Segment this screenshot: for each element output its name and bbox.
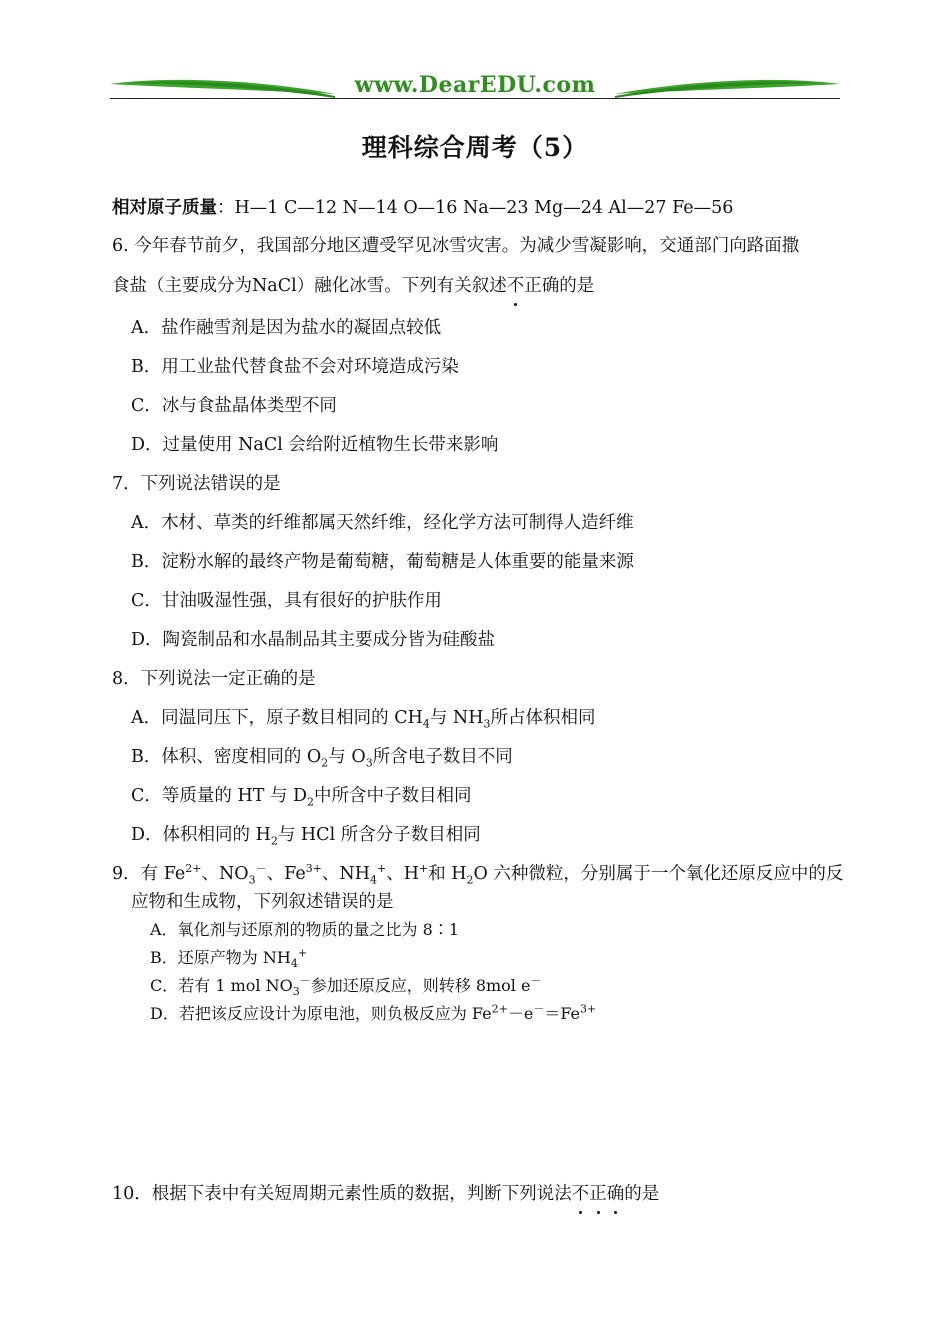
q10-stem: 10．根据下表中有关短周期元素性质的数据，判断下列说法不 正 确 的是 — [112, 1180, 659, 1205]
q6-option-a: A．盐作融雪剂是因为盐水的凝固点较低 — [131, 318, 442, 338]
q6-stem-line2 — [112, 272, 594, 297]
q8-option-d: D．体积相同的 $H_2$与 HCl 所含分子数目相同 — [131, 825, 481, 848]
q6-stem-text: 食盐（主要成分为NaCl）融化冰雪。下列有关叙述 — [112, 276, 507, 296]
q9-option-a: A．氧化剂与还原剂的物质的量之比为 8∶1 — [150, 920, 460, 939]
q6-option-d: D．过量使用 NaCl 会给附近植物生长带来影响 — [131, 435, 499, 455]
q9-stem-line2: 应物和生成物，下列叙述错误的是 — [131, 892, 394, 912]
q8-option-b: B．体积、密度相同的 $O_2$与 $O_3$所含电子数目不同 — [131, 747, 513, 770]
header-rule — [110, 98, 840, 99]
q6-option-c: C．冰与食盐晶体类型不同 — [131, 396, 337, 416]
emphasis-dot-char: 不 — [572, 1180, 590, 1205]
q7-option-d: D．陶瓷制品和水晶制品其主要成分皆为硅酸盐 — [131, 630, 496, 650]
green-swoosh-left-icon — [110, 74, 335, 100]
site-header — [110, 68, 840, 104]
q8-option-c: C．等质量的 HT 与 $D_2$中所含中子数目相同 — [131, 786, 472, 809]
atomic-mass-values: ：H—1 C—12 N—14 O—16 Na—23 Mg—24 Al—27 Fe—56 — [217, 198, 734, 218]
site-logo-text: www.DearEDU.com — [354, 72, 596, 98]
q8-stem: 8．下列说法一定正确的是 — [112, 669, 316, 689]
emphasis-dot-char: 确 — [607, 1180, 625, 1205]
atomic-mass-label: 相对原子质量 — [112, 198, 217, 218]
green-swoosh-right-icon — [615, 74, 840, 100]
q9-option-d: D．若把该反应设计为原电池，则负极反应为 $Fe^{2+}-e^-=Fe^{3+}$ — [150, 1002, 597, 1023]
q8-option-a: A．同温同压下，原子数目相同的 $CH_4$与 $NH_3$所占体积相同 — [131, 708, 596, 731]
emphasis-dot-char: 正 — [589, 1180, 607, 1205]
q6-option-b: B．用工业盐代替食盐不会对环境造成污染 — [131, 357, 459, 377]
page-title: 理科综合周考（5） — [361, 133, 589, 162]
q7-option-b: B．淀粉水解的最终产物是葡萄糖，葡萄糖是人体重要的能量来源 — [131, 552, 634, 572]
q6-stem-text-end: 正确的是 — [524, 276, 595, 296]
q9-option-c: C．若有 1 mol $NO_3^-$参加还原反应，则转移 8mol e－ — [150, 974, 542, 999]
atomic-mass-line — [112, 194, 733, 219]
q7-option-a: A．木材、草类的纤维都属天然纤维，经化学方法可制得人造纤维 — [131, 513, 634, 533]
emphasis-dot-char: 不 — [507, 272, 525, 297]
q6-stem-line1: 6. 今年春节前夕，我国部分地区遭受罕见冰雪灾害。为减少雪凝影响，交通部门向路面撒 — [112, 236, 800, 256]
q7-stem: 7．下列说法错误的是 — [112, 474, 281, 494]
q9-stem-line1: 9．有 $Fe^{2+}$、$NO_3^-$、$Fe^{3+}$、$NH_4^+$、H+和 $H_2O$ 六种微粒，分别属于一个氧化还原反应中的反 — [112, 862, 844, 887]
q7-option-c: C．甘油吸湿性强，具有很好的护肤作用 — [131, 591, 442, 611]
q9-option-b: B．还原产物为 $NH_4^+$ — [150, 946, 308, 971]
